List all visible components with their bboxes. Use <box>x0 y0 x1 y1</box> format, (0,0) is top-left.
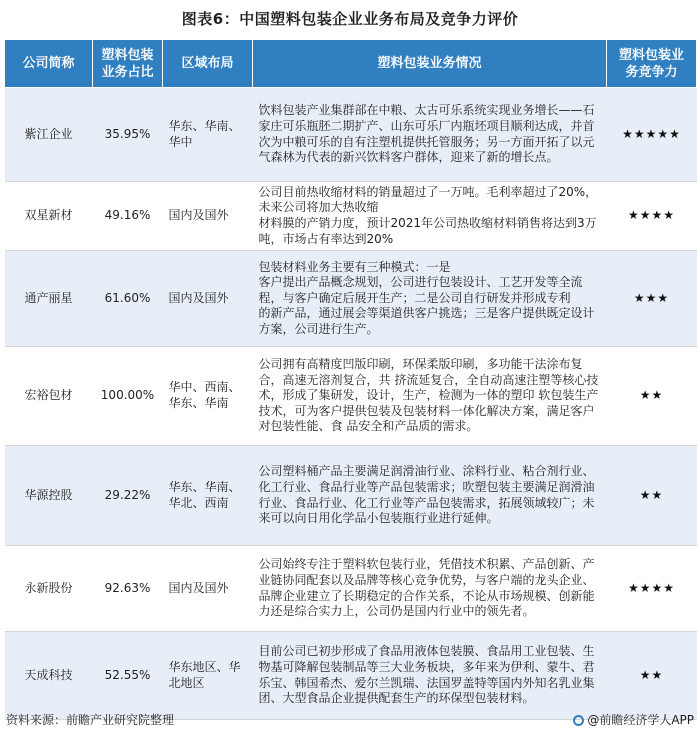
business-description: 公司始终专注于塑料软包装行业，凭借技术积累、产品创新、产业链协同配套以及品牌等核心竞争优势，与客户端的龙头企业、品牌企业建立了长期稳定的合作关系，不论从市场规模、创新能力还是综合实力上，公司仍是国内行业中的领先者。 <box>253 546 607 632</box>
rating-stars: ★★ <box>607 446 697 546</box>
table-row <box>5 251 697 347</box>
region-layout <box>163 182 253 251</box>
region-text: 国内及国外 <box>168 208 229 223</box>
company-name: 紫江企业 <box>5 88 93 182</box>
region-text: 华东、华南、 华北、西南 <box>168 479 241 510</box>
region-text: 华东地区、华 北地区 <box>168 659 241 690</box>
brand-text: @前瞻经济学人APP <box>587 713 694 727</box>
rating-stars: ★★ <box>607 632 697 720</box>
region-text: 国内及国外 <box>168 580 229 595</box>
table-row <box>5 347 697 446</box>
company-name: 华源控股 <box>5 446 93 546</box>
business-description-text: 包装材料业务主要有三种模式：一是 客户提出产品概念规划，公司进行包装设计、工艺开发等全流程，与客户确定后展开生产；二是公司自行研发并形成专利 的新产品，通过展会等渠道供客户挑选；三是客户提供既定设计方案，公司进行生产。 <box>258 259 595 336</box>
rating-stars: ★★★ <box>607 251 697 347</box>
company-name: 双星新材 <box>5 182 93 251</box>
table-row <box>5 632 697 720</box>
business-description-text: 公司目前热收缩材料的销量超过了一万吨。毛利率超过了20%，未来公司将加大热收缩 材料膜的产销力度，预计2021年公司热收缩材料销售将达到3万吨，市场占有率达到20% <box>258 184 598 246</box>
business-description: 目前公司已初步形成了食品用液体包装膜、食品用工业包装、生物基可降解包装制品等三大业务板块，多年来为伊利、蒙牛、君乐宝、韩国希杰、爱尔兰凯瑞、法国罗盖特等国内外知名乳业集团、大型食品企业提供配套生产的环保型包装材料。 <box>253 632 607 720</box>
page-title: 图表6：中国塑料包装企业业务布局及竞争力评价 <box>181 10 519 28</box>
business-description: 公司拥有高精度凹版印刷，环保柔版印刷，多功能干法涂布复合，高速无溶剂复合，共 挤流延复合，全自动高速注塑等核心技术，形成了集研发，设计，生产，检测为一体的塑印 软包装生产技术，可为客户提供包装及包装材料一体化解决方案，满足客户对包装性能、食 品安全和产品质的需求。 <box>253 347 607 446</box>
company-name: 通产丽星 <box>5 251 93 347</box>
business-description <box>253 251 607 347</box>
header-share <box>93 40 163 88</box>
table-row <box>5 182 697 251</box>
header-competitiveness-label: 塑料包装业 务竞争力 <box>618 47 684 80</box>
region-layout <box>163 251 253 347</box>
header-company: 公司简称 <box>5 40 93 88</box>
region-layout <box>163 347 253 446</box>
region-text: 华中、西南、 华东、华南 <box>168 380 241 410</box>
rating-stars: ★★ <box>607 347 697 446</box>
table-row <box>5 88 697 182</box>
business-description: 公司塑料桶产品主要满足润滑油行业、涂料行业、粘合剂行业、化工行业、食品行业等产品包装需求；吹塑包装主要满足润滑油行业、食品行业、化工行业等产品包装需求，拓展领域较广；未来可以向日用化学品小包装瓶行业进行延伸。 <box>253 446 607 546</box>
brand-watermark <box>573 711 694 728</box>
company-name: 永新股份 <box>5 546 93 632</box>
header-share-label: 塑料包装 业务占比 <box>101 47 154 80</box>
region-layout <box>163 446 253 546</box>
plastic-share: 52.55% <box>93 632 163 720</box>
plastic-share: 29.22% <box>93 446 163 546</box>
qianzhan-logo-icon <box>573 715 584 726</box>
plastic-share: 100.00% <box>93 347 163 446</box>
table-header-row <box>5 40 697 88</box>
rating-stars: ★★★★ <box>607 546 697 632</box>
business-description: 饮料包装产业集群部在中粮、太古可乐系统实现业务增长——石家庄可乐瓶胚二期扩产、山东可乐厂内瓶坯项目顺利达成，并首次为中粮可乐的自有注塑机提供托管服务；另一方面开拓了以元气森林为代表的新兴饮料客户群体，迎来了新的增长点。 <box>253 88 607 182</box>
rating-stars: ★★★★ <box>607 182 697 251</box>
table-row <box>5 446 697 546</box>
business-description <box>253 182 607 251</box>
region-text: 国内及国外 <box>168 290 229 305</box>
company-name: 天成科技 <box>5 632 93 720</box>
region-layout <box>163 88 253 182</box>
company-comparison-table <box>4 39 697 720</box>
rating-stars: ★★★★★ <box>607 88 697 182</box>
plastic-share: 35.95% <box>93 88 163 182</box>
header-business: 塑料包装业务情况 <box>253 40 607 88</box>
plastic-share: 61.60% <box>93 251 163 347</box>
source-note: 资料来源：前瞻产业研究院整理 <box>6 713 175 727</box>
plastic-share: 49.16% <box>93 182 163 251</box>
header-region: 区域布局 <box>163 40 253 88</box>
plastic-share: 92.63% <box>93 546 163 632</box>
header-competitiveness <box>607 40 697 88</box>
region-layout <box>163 632 253 720</box>
region-text: 华东、华南、 华中 <box>168 118 241 149</box>
company-name: 宏裕包材 <box>5 347 93 446</box>
table-row <box>5 546 697 632</box>
region-layout <box>163 546 253 632</box>
